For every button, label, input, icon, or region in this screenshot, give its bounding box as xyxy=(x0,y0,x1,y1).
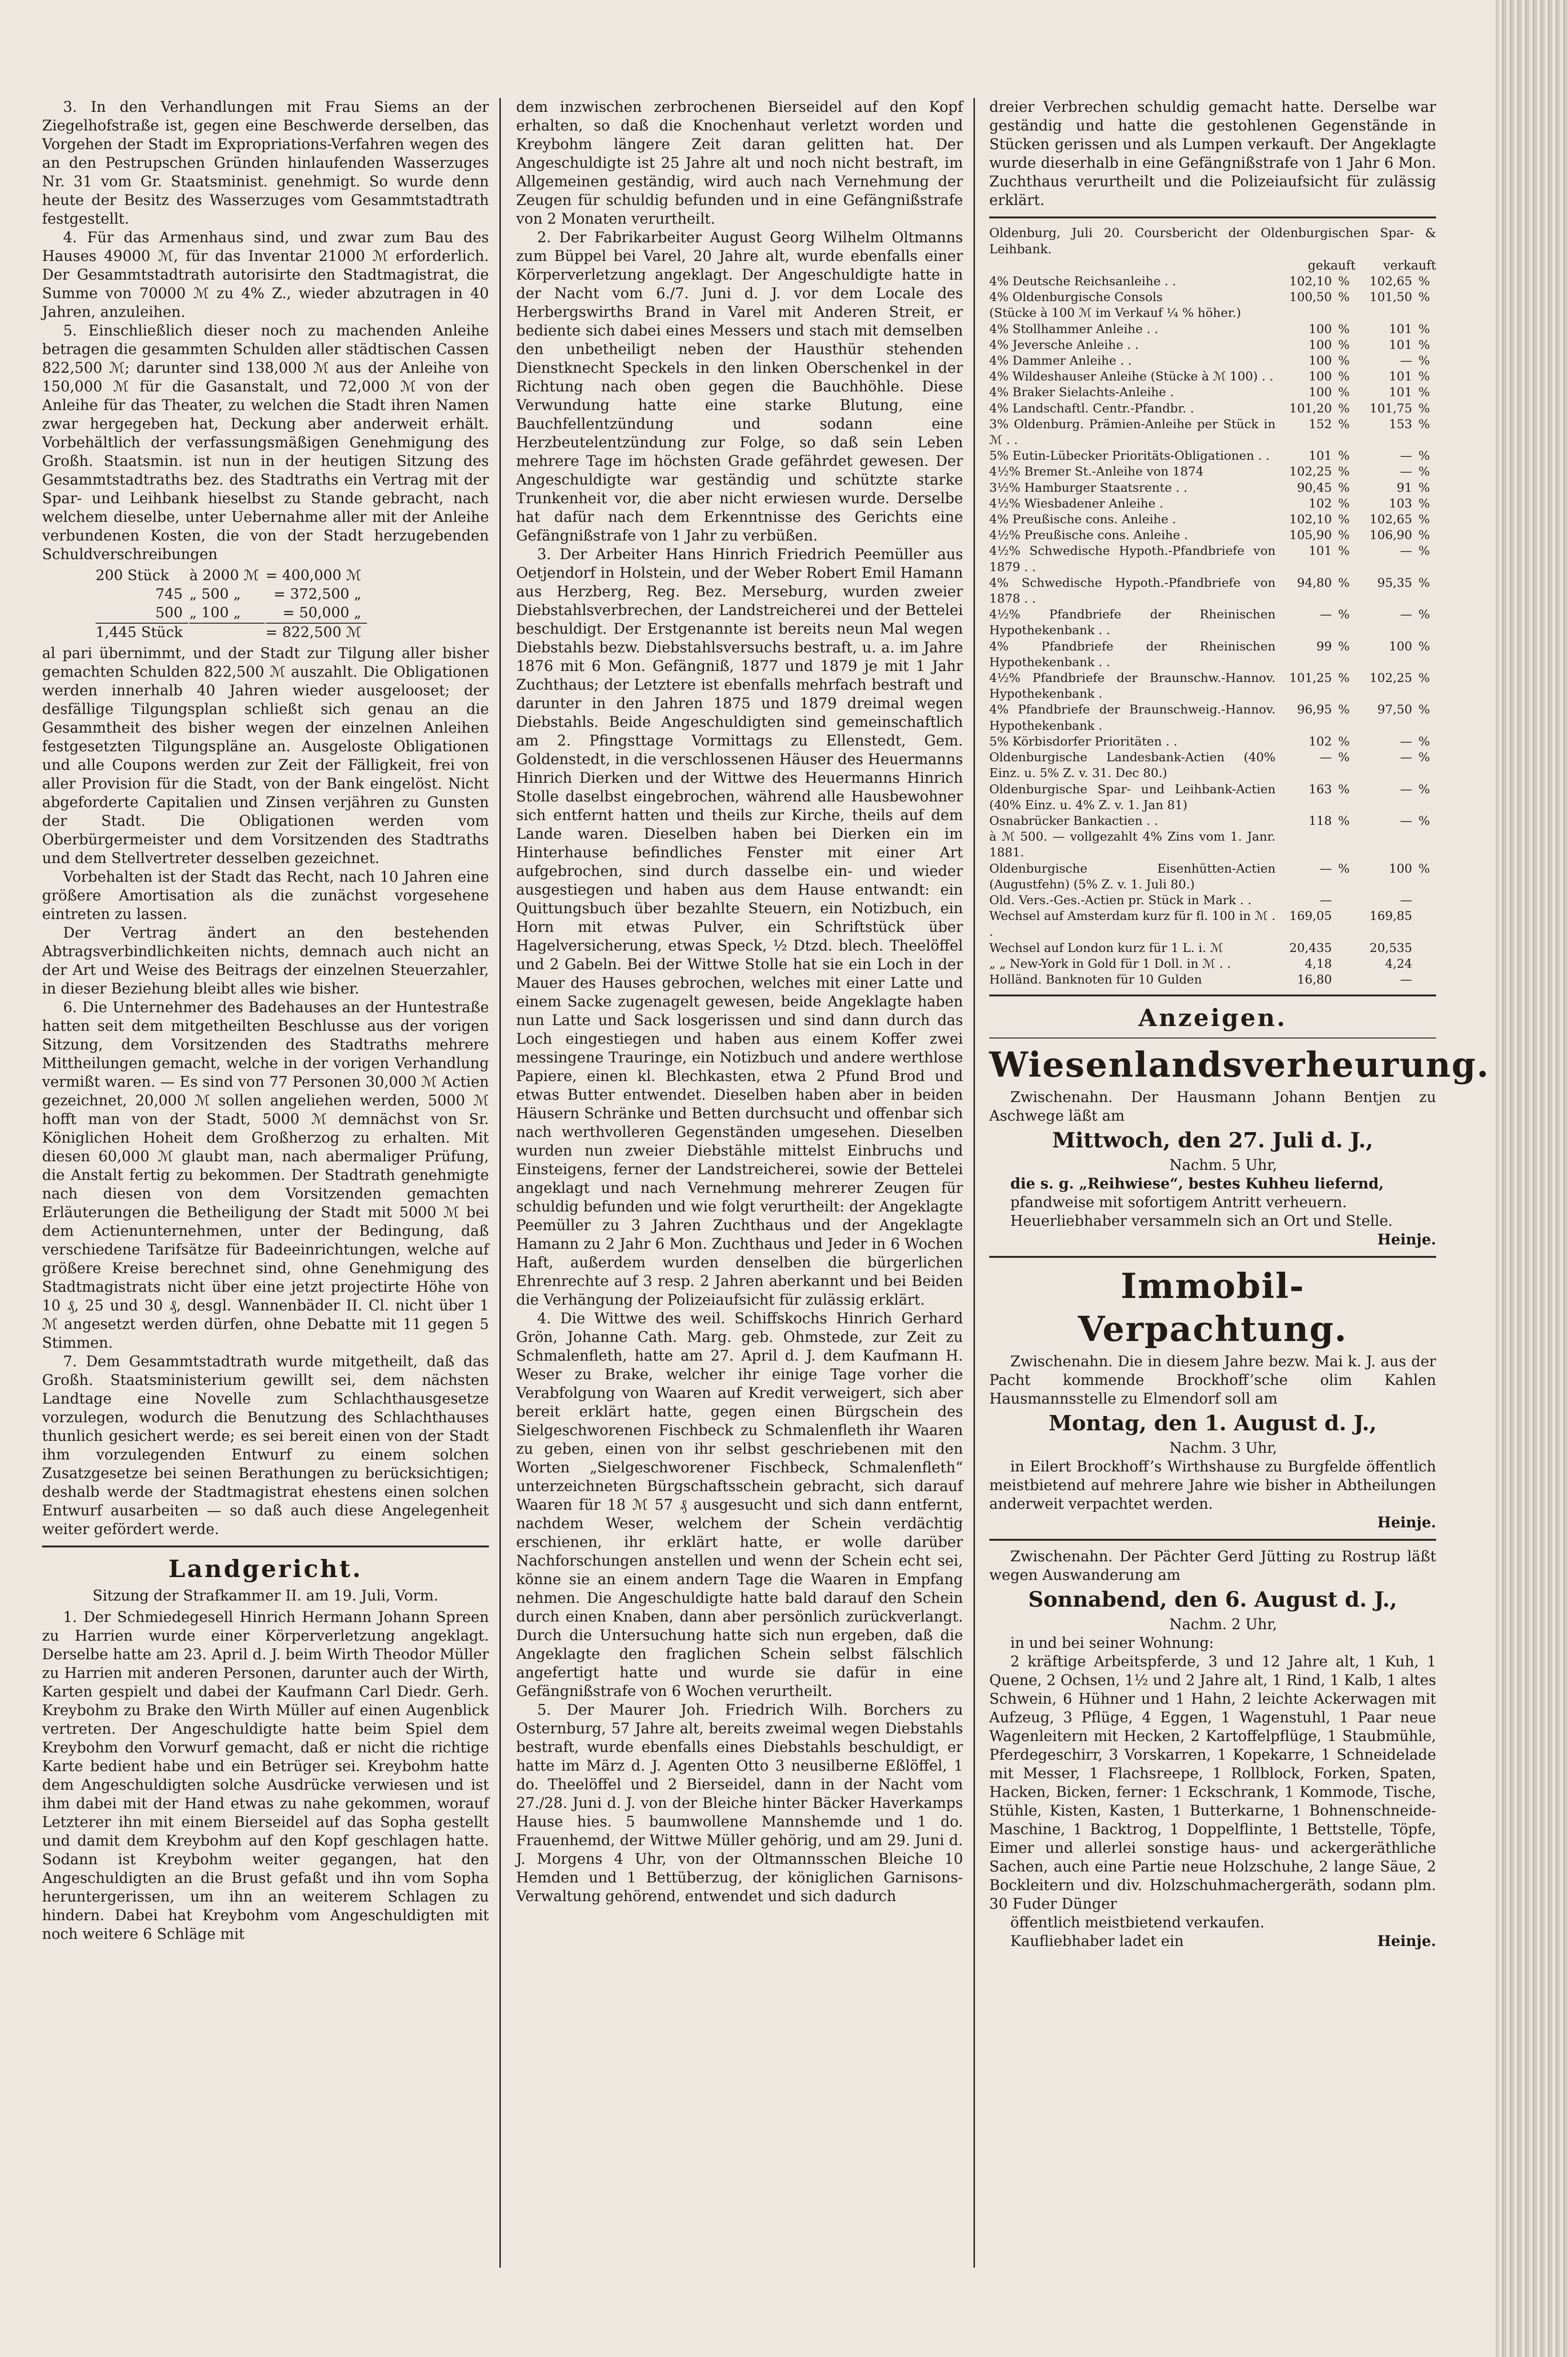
buy-price: 20,435 xyxy=(1289,941,1332,955)
buy-price: 163 xyxy=(1308,782,1332,797)
sell-unit: % xyxy=(1418,274,1430,289)
exchange-rate-row xyxy=(989,734,1436,750)
security-name: à ℳ 500. — vollgezahlt 4% Zins vom 1. Janr. 1881. xyxy=(989,830,1276,860)
paragraph: 3. Der Arbeiter Hans Hinrich Friedrich Peemüller aus Oetjendorf in Holstein, und der Weber Robert Emil Hamann aus Herzberg, Reg. Bez. Merseburg, wurden zweier Diebstahlsverbrechen, der Landstreicherei und der Bettelei beschuldigt. Der Erstgenannte ist bereits neun Mal wegen Diebstahls bezw. Diebstahlsversuchs bestraft, u. a. im Jahre 1876 mit 6 Mon. Gefängniß, 1877 und 1879 je mit 1 Jahr Zuchthaus; der Letztere ist ebenfalls mehrfach bestraft und darunter in den Jahren 1875 und 1879 dreimal wegen Diebstahls. Beide Angeschuldigten sind gemeinschaftlich am 2. Pfingsttage Vormittags zu Ellenstedt, Gem. Goldenstedt, in die verschlossenen Häuser des Heuermanns Hinrich Dierken und der Wittwe des Heuermanns Hinrich Stolle daselbst eingebrochen, während alle Hausbewohner sich entfernt hatten und theils zur Kirche, theils auf dem Lande waren. Dieselben haben bei Dierken ein im Hinterhause befindliches Fenster mit einer Art aufgebrochen, sind durch dasselbe ein- und wieder ausgestiegen und haben aus dem Hause entwandt: ein Quittungsbuch über bezahlte Steuern, ein Notizbuch, ein Horn mit etwas Pulver, ein Schriftstück über Hagelversicherung, etwas Speck, ½ Dtzd. blech. Theelöffel und 2 Gabeln. Bei der Wittwe Stolle hat sie ein Loch in der Mauer des Hauses gebrochen, welches mit einer Latte und einem Sacke zugenagelt gewesen, beide Angeklagte haben nun Latte und Sack losgerissen und sind dann durch das Loch eingestiegen und haben aus einem Koffer zwei messingene Trauringe, ein Notizbuch und andere werthlose Papiere, einen kl. Blechkasten, etwa 2 Pfund Brod und etwas Butter entwendet. Dieselben haben aber in beiden Häusern Schränke und Betten durchsucht und offenbar sich nach werthvolleren Gegenständen umgesehen. Dieselben wurden nun zweier Diebstähle mittelst Einbruchs und Einsteigens, ferner der Landstreicherei, sowie der Bettelei angeklagt und nach Vernehmung mehrerer Zeugen für schuldig befunden und wie folgt verurtheilt: der Angeklagte Peemüller zu 3 Jahren Zuchthaus und der Angeklagte Hamann zu 2 Jahr 6 Mon. Zuchthaus und Jeder in 6 Wochen Haft, außerdem wurden denselben die bürgerlichen Ehrenrechte auf 3 resp. 2 Jahren aberkannt und bei Beiden die Verhängung der Polizeiaufsicht für zulässig erklärt. xyxy=(516,546,963,1308)
security-name: Oldenburgische Landesbank-Actien (40% Einz. u. 5% Z. v. 31. Dec 80.) xyxy=(989,750,1276,781)
sell-price: — xyxy=(1400,782,1412,797)
exchange-rate-row xyxy=(989,607,1436,638)
buy-unit: % xyxy=(1338,496,1350,511)
exchange-rate-row xyxy=(989,639,1436,670)
bond-row xyxy=(96,604,367,622)
sell-price: 102,65 xyxy=(1369,274,1412,289)
sell-price: — xyxy=(1400,354,1412,368)
exchange-rate-row xyxy=(989,575,1436,607)
ad-time: Nachm. 2 Uhr, xyxy=(1169,1616,1277,1633)
paragraph: 5. Einschließlich dieser noch zu machenden Anleihe betragen die gesammten Schulden aller städtischen Cassen 822,500 ℳ; darunter sind 138,000 ℳ aus der Anleihe von 150,000 ℳ für die Gasanstalt, und 72,000 ℳ von der Anleihe für das Theater, zu welchen die Stadt ihren Namen zwar hergegeben hat, Deckung aber anderweit erhält. Vorbehältlich der verfassungsmäßigen Genehmigung des Großh. Staatsmin. ist nun in der heutigen Sitzung des Gesammtstadtraths bez. des Stadtraths ein Vertrag mit der Spar- und Leihbank hieselbst zu Stande gebracht, nach welchem dieselbe, unter Uebernahme aller mit der Anleihe verbundenen Kosten, die von der Stadt herzugebenden Schuldverschreibungen xyxy=(42,323,489,563)
ad-time: Nachm. 5 Uhr, xyxy=(1169,1157,1277,1174)
buy-price: 101,25 xyxy=(1289,671,1332,686)
buy-price: 101,20 xyxy=(1289,401,1332,416)
section-divider xyxy=(989,216,1436,218)
exchange-rate-row xyxy=(989,448,1436,464)
exchange-rate-row xyxy=(989,782,1436,813)
ad-item-list: 2 kräftige Arbeitspferde, 3 und 12 Jahre alt, 1 Kuh, 1 Quene, 2 Ochsen, 1½ und 2 Jahre alt, 1 Rind, 1 Kalb, 1 altes Schwein, 6 Hühner und 1 Hahn, 2 leichte Ackerwagen mit Aufzeug, 3 Pflüge, 4 Eggen, 1 Wagenstuhl, 1 Paar neue Wagenleitern mit Hecken, 2 Kartoffelpflüge, 1 Staubmühle, Pferdegeschirr, 3 Vorskarren, 1 Kopekarre, 1 Schneidelade mit Messer, 1 Flachsreepe, 1 Rollblock, Forken, Spaten, Hacken, Bicken, ferner: 1 Eckschrank, 1 Kommode, Tische, Stühle, Kisten, Kasten, 1 Butterkarne, 1 Bohnenschneide-Maschine, 1 Backtrog, 1 Doppelflinte, 1 Bettstelle, Töpfe, Eimer und allerlei sonstige haus- und ackergeräthliche Sachen, auch eine Partie neue Holzschuhe, 2 lange Säue, 2 Bockleitern und div. Holzschuhmachergeräth, sodann plm. 30 Fuder Dünger xyxy=(989,1654,1436,1913)
buy-unit: % xyxy=(1338,528,1350,543)
bond-denomination: „ 100 „ xyxy=(189,605,241,621)
exchange-rate-row xyxy=(989,813,1436,829)
buy-price: 101 xyxy=(1308,449,1332,464)
ad-text xyxy=(989,1932,1436,1951)
court-section-title: Landgericht. xyxy=(168,1555,363,1583)
exchange-rate-row xyxy=(989,750,1436,781)
buy-price: 94,80 xyxy=(1297,575,1332,590)
exchange-rate-row xyxy=(989,385,1436,400)
sell-price: — xyxy=(1400,607,1412,622)
buy-unit: % xyxy=(1338,813,1350,828)
security-name: Wechsel auf London kurz für 1 L. i. ℳ xyxy=(989,941,1223,955)
bond-denomination: „ 500 „ xyxy=(189,586,241,603)
sell-price: — xyxy=(1400,734,1412,749)
paragraph: 5. Der Maurer Joh. Friedrich Wilh. Borchers zu Osternburg, 57 Jahre alt, bereits zweimal wegen Diebstahls bestraft, wurde ebenfalls eines Diebstahls beschuldigt, er hatte im März d. J. Agenten Otto 3 neusilberne Eßlöffel, 1 do. Theelöffel und 2 Bierseidel, dann in der Nacht vom 27./28. Juni d. J. von der Bleiche hinter Bäcker Haverkamps Hause hies. 5 baumwollene Mannshemde und 1 do. Frauenhemd, der Wittwe Müller gehörig, und am 29. Juni d. J. Morgens 4 Uhr, von der Oltmannsschen Bleiche 10 Hemden und 1 Bettüberzug, der königlichen Garnisons-Verwaltung gehörend, entwendet und sich dadurch xyxy=(516,1702,963,1905)
sell-unit: % xyxy=(1418,354,1430,368)
buy-price: 100 xyxy=(1308,354,1332,368)
security-name: Old. Vers.-Ges.-Actien pr. Stück in Mark . . xyxy=(989,893,1252,908)
buy-price: 102 xyxy=(1308,496,1332,511)
ads-title: Anzeigen. xyxy=(1138,1004,1287,1032)
security-name: 4½% Bremer St.-Anleihe von 1874 xyxy=(989,465,1204,479)
sell-unit xyxy=(1412,941,1436,956)
bond-denomination: à 2000 ℳ xyxy=(189,567,259,584)
sell-price: 97,50 xyxy=(1377,703,1412,717)
bond-count: 745 xyxy=(155,586,183,603)
column-buy-label: gekauft xyxy=(1308,259,1356,273)
security-name: 3% Oldenburg. Prämien-Anleihe per Stück in ℳ . . xyxy=(989,417,1276,448)
sell-price: 101,50 xyxy=(1369,290,1412,305)
sell-unit: % xyxy=(1418,528,1430,543)
security-name: 4% Dammer Anleihe . . xyxy=(989,354,1132,368)
sell-price: 100 xyxy=(1389,861,1412,876)
ad-text: Zwischenahn. Der Pächter Gerd Jütting zu Rostrup läßt wegen Auswanderung am xyxy=(989,1548,1436,1584)
buy-price: 100,50 xyxy=(1289,290,1332,305)
ad-date: Sonnabend, den 6. August d. J., xyxy=(1028,1588,1397,1612)
sell-unit xyxy=(1412,305,1436,321)
paragraph: al pari übernimmt, und der Stadt zur Tilgung aller bisher gemachten Schulden 822,500 ℳ auszahlt. Die Obligationen werden innerhalb 40 Jahren wieder ausgelooset; der desfällige Tilgungsplan schließt sich genau an die Gesammtheit des bisher wegen der einzelnen Anleihen festgesetzten Tilgungspläne an. Ausgeloste Obligationen und alle Coupons werden zur Zeit der Fälligkeit, frei von aller Provision für die Stadt, von der Bank eingelöst. Nicht abgeforderte Capitalien und Zinsen verjähren zu Gunsten der Stadt. Die Obligationen werden vom Oberbürgermeister und dem Vorsitzenden des Stadtraths und dem Stellvertreter desselben gezeichnet. xyxy=(42,645,489,867)
paragraph: dreier Verbrechen schuldig gemacht hatte. Derselbe war geständig und hatte die gestohlenen Gegenstände in Stücken gerissen und als Lumpen verkauft. Der Angeklagte wurde dieserhalb in eine Gefängnißstrafe von 1 Jahr 6 Mon. Zuchthaus verurtheilt und die Polizeiaufsicht für zulässig erklärt. xyxy=(989,99,1436,209)
exchange-rate-row xyxy=(989,528,1436,543)
buy-unit: % xyxy=(1338,607,1350,622)
ad-text: in und bei seiner Wohnung: xyxy=(1010,1635,1214,1652)
security-name: 4% Pfandbriefe der Braunschweig.-Hannov. Hypothekenbank . xyxy=(989,703,1276,733)
sell-price: 100 xyxy=(1389,639,1412,654)
exchange-report-title: Oldenburg, Juli 20. Coursbericht der Oldenburgischen Spar- & Leihbank. xyxy=(989,226,1436,257)
sell-price: 95,35 xyxy=(1377,575,1412,590)
buy-price: 100 xyxy=(1308,337,1332,352)
buy-unit: % xyxy=(1338,512,1350,527)
security-name: 4% Braker Sielachts-Anleihe . xyxy=(989,385,1174,400)
buy-price: 102,25 xyxy=(1289,465,1332,479)
exchange-rate-row xyxy=(989,861,1436,893)
paragraph: Vorbehalten ist der Stadt das Recht, nach 10 Jahren eine größere Amortisation als die zunächst vorgesehene eintreten zu lassen. xyxy=(42,869,489,923)
sell-unit: % xyxy=(1418,337,1430,352)
buy-unit: % xyxy=(1338,449,1350,464)
sell-price: — xyxy=(1400,449,1412,464)
security-name: 4½% Pfandbriefe der Rheinischen Hypothekenbank . . xyxy=(989,607,1276,638)
sell-price: — xyxy=(1400,893,1412,908)
exchange-rate-row xyxy=(989,480,1436,496)
sell-price: 103 xyxy=(1389,496,1412,511)
sell-unit: % xyxy=(1418,782,1430,797)
page-edge xyxy=(1496,0,1568,2357)
section-divider xyxy=(989,995,1436,996)
exchange-rate-row xyxy=(989,702,1436,734)
ad-divider xyxy=(989,1539,1436,1541)
paragraph: 6. Die Unternehmer des Badehauses an der Huntestraße hatten seit dem mitgetheilten Beschlusse aus der vorigen Sitzung, dem Vorsitzenden des Stadtraths mehrere Mittheilungen gemacht, welche in der vorigen Verhandlung vermißt waren. — Es sind von 77 Personen 30,000 ℳ Actien gezeichnet, 20,000 ℳ sollen angeliehen werden, 5000 ℳ hofft man von der Stadt, 5000 ℳ demnächst von Sr. Königlichen Hoheit dem Großherzog zu erhalten. Mit diesen 60,000 ℳ glaubt man, nach abermaliger Prüfung, die Anstalt fertig zu bekommen. Der Stadtrath genehmigte nach diesen von dem Vorsitzenden gemachten Erläuterungen die Betheiligung der Stadt mit 5000 ℳ bei dem Actienunternehmen, unter der Bedingung, daß verschiedene Tarifsätze für Badeeinrichtungen, welche auf größere Kreise berechnet sind, ohne Genehmigung des Stadtmagistrats nicht über eine jetzt projectirte Höhe von 10 ₰, 25 und 30 ₰, desgl. Wannenbäder II. Cl. nicht über 1 ℳ angesetzt werden dürfen, ohne Debatte mit 11 gegen 5 Stimmen. xyxy=(42,999,489,1351)
bond-total: = 372,500 „ xyxy=(273,586,362,603)
sell-unit: % xyxy=(1418,449,1430,464)
sell-price: — xyxy=(1400,750,1412,765)
buy-unit: % xyxy=(1338,274,1350,289)
buy-unit: % xyxy=(1338,417,1350,432)
buy-price: 152 xyxy=(1308,417,1332,432)
exchange-rate-row xyxy=(989,941,1436,956)
paragraph: 3. In den Verhandlungen mit Frau Siems an der Ziegelhofstraße ist, gegen eine Beschwerde derselben, das Vorgehen der Stadt im Expropriations-Verfahren wegen des an den Pestrupschen Gründen hinlaufenden Wasserzuges Nr. 31 vom Gr. Staatsminist. genehmigt. So wurde denn heute der Besitz des Wasserzuges vom Gesammtstadtrath festgestellt. xyxy=(42,99,489,227)
column-rule-1 xyxy=(499,98,501,2268)
buy-unit: % xyxy=(1338,703,1350,717)
ad-text: öffentlich meistbietend verkaufen. xyxy=(1010,1914,1265,1932)
sell-unit xyxy=(1412,972,1436,988)
column-1 xyxy=(42,98,489,2268)
ad-title: Immobil-Verpachtung. xyxy=(1078,1265,1348,1350)
security-name: 3½% Hamburger Staatsrente . . xyxy=(989,480,1188,495)
security-name: 4½% Pfandbriefe der Braunschw.-Hannov. Hypothekenbank . xyxy=(989,671,1276,702)
buy-unit: % xyxy=(1338,671,1350,686)
ad-text: Zwischenahn. Die in diesem Jahre bezw. Mai k. J. aus der Pacht kommende Brockhoff’sche olim Kahlen Hausmannsstelle zu Elmendorf soll am xyxy=(989,1353,1436,1408)
sell-unit xyxy=(1412,956,1436,972)
paragraph: 4. Die Wittwe des weil. Schiffskochs Hinrich Gerhard Grön, Johanne Cath. Marg. geb. Ohmstede, zur Zeit zu Schmalenfleth, hatte am 27. April d. J. dem Kaufmann H. Weser zu Brake, welcher ihr einige Tage vorher die Verabfolgung von Waaren auf Kredit verweigert, sich aber bereit erklärt hatte, gegen einen Bürgschein des Sielgeschworenen Fischbeck zu Schmalenfleth ihr Waaren zu geben, einen von ihr selbst geschriebenen mit den Worten „Sielgeschworener Fischbeck, Schmalenfleth“ unterzeichneten Bürgschaftsschein gebracht, sich darauf Waaren für 18 ℳ 57 ₰ ausgesucht und sich dann entfernt, nachdem Weser, welchem der Schein verdächtig erschienen, ihr erklärt hatte, er wolle darüber Nachforschungen anstellen und wenn der Schein echt sei, könne sie an einem andern Tage die Waaren in Empfang nehmen. Die Angeschuldigte hatte bald darauf den Schein durch einen Knaben, dann aber persönlich zurückverlangt. Durch die Untersuchung hatte sich nun ergeben, daß die Angeklagte den fraglichen Schein selbst fälschlich angefertigt hatte und wurde sie dafür in eine Gefängnißstrafe von 6 Wochen verurtheilt. xyxy=(516,1310,963,1700)
buy-unit: % xyxy=(1338,544,1350,559)
exchange-rate-row xyxy=(989,670,1436,702)
security-name: 4½% Schwedische Hypoth.-Pfandbriefe von 1879 . . xyxy=(989,544,1276,574)
exchange-rate-row xyxy=(989,369,1436,385)
sell-unit: % xyxy=(1418,813,1430,828)
buy-price: — xyxy=(1319,607,1332,622)
exchange-rate-row xyxy=(989,274,1436,290)
ad-signature: Heinje. xyxy=(1377,1514,1436,1532)
exchange-rate-row xyxy=(989,464,1436,480)
exchange-rate-table xyxy=(989,274,1436,988)
paragraph: dem inzwischen zerbrochenen Bierseidel auf den Kopf erhalten, so daß die Knochenhaut verletzt worden und Kreybohm längere Zeit daran gelitten hat. Der Angeschuldigte ist 25 Jahre alt und noch nicht bestraft, im Allgemeinen geständig, wird auch nach Vernehmung der Zeugen für schuldig befunden und in eine Gefängnißstrafe von 2 Monaten verurtheilt. xyxy=(516,99,963,227)
bond-row xyxy=(96,567,367,584)
security-name: 4% Preußische cons. Anleihe . xyxy=(989,512,1176,527)
bond-count: 200 Stück xyxy=(96,567,169,584)
security-name: Holländ. Banknoten für 10 Gulden xyxy=(989,972,1202,987)
bond-total: = 822,500 ℳ xyxy=(266,623,367,641)
sell-price xyxy=(1356,305,1412,321)
buy-price: — xyxy=(1319,893,1332,908)
security-name: 4½% Wiesbadener Anleihe . xyxy=(989,496,1164,511)
ad-text: pfandweise mit sofortigem Antritt verheuern. xyxy=(1010,1194,1347,1211)
column-rule-2 xyxy=(973,98,975,2268)
buy-unit xyxy=(1332,305,1356,321)
buy-unit: % xyxy=(1338,575,1350,590)
security-name: Osnabrücker Bankactien . . xyxy=(989,813,1158,828)
exchange-rate-row xyxy=(989,512,1436,528)
security-name: (Stücke à 100 ℳ im Verkauf ¼ % höher.) xyxy=(989,306,1241,321)
buy-unit: % xyxy=(1338,734,1350,749)
sell-unit: % xyxy=(1418,290,1430,305)
sell-unit: % xyxy=(1418,703,1430,717)
buy-unit: % xyxy=(1338,354,1350,368)
exchange-report-columns xyxy=(989,258,1436,274)
sell-unit: % xyxy=(1418,480,1430,495)
buy-price xyxy=(1276,305,1332,321)
exchange-rate-row xyxy=(989,972,1436,988)
sell-price: 101 xyxy=(1389,337,1412,352)
security-name: 5% Körbisdorfer Prioritäten . . xyxy=(989,734,1178,749)
sell-price: 101 xyxy=(1389,385,1412,400)
sell-unit: % xyxy=(1418,385,1430,400)
exchange-rate-row xyxy=(989,290,1436,305)
buy-price: 102 xyxy=(1308,734,1332,749)
buy-price: — xyxy=(1319,750,1332,765)
buy-unit xyxy=(1332,908,1356,940)
sell-unit: % xyxy=(1418,401,1430,416)
buy-unit: % xyxy=(1338,290,1350,305)
bond-row xyxy=(96,585,367,603)
sell-price: 101,75 xyxy=(1369,401,1412,416)
buy-unit: % xyxy=(1338,322,1350,336)
ad-text: in Eilert Brockhoff’s Wirthshause zu Burgfelde öffentlich meistbietend auf mehrere Jahre wie bisher in Abtheilungen anderweit verpachtet werden. xyxy=(989,1459,1436,1513)
buy-price: 102,10 xyxy=(1289,274,1332,289)
buy-unit: % xyxy=(1338,639,1350,654)
security-name: 4½% Preußische cons. Anleihe . xyxy=(989,528,1188,543)
ad-text: die s. g. „Reihwiese“, bestes Kuhheu liefernd, xyxy=(1010,1175,1384,1193)
court-session-intro: Sitzung der Strafkammer II. am 19. Juli, Vorm. xyxy=(92,1588,439,1604)
sell-unit xyxy=(1412,893,1436,908)
sell-price: 106,90 xyxy=(1369,528,1412,543)
ad-signature: Heinje. xyxy=(1377,1933,1436,1950)
column-sell-label: verkauft xyxy=(1383,259,1436,273)
exchange-rate-row xyxy=(989,322,1436,337)
sell-price: 102,65 xyxy=(1369,512,1412,527)
security-name: 4% Stollhammer Anleihe . . xyxy=(989,322,1158,336)
buy-price: 96,95 xyxy=(1297,703,1332,717)
buy-unit: % xyxy=(1338,369,1350,384)
buy-price: 99 xyxy=(1316,639,1332,654)
sell-unit: % xyxy=(1418,369,1430,384)
sell-price: 91 xyxy=(1396,480,1412,495)
buy-unit xyxy=(1332,829,1356,861)
exchange-report-header xyxy=(989,225,1436,274)
exchange-rate-row xyxy=(989,401,1436,417)
exchange-rate-row xyxy=(989,543,1436,575)
exchange-rate-row xyxy=(989,908,1436,940)
exchange-rate-row xyxy=(989,829,1436,861)
sell-price: 101 xyxy=(1389,369,1412,384)
buy-unit: % xyxy=(1338,465,1350,479)
exchange-rate-row xyxy=(989,417,1436,448)
ad-signature: Heinje. xyxy=(1377,1231,1436,1249)
sell-price: — xyxy=(1400,972,1412,987)
buy-unit xyxy=(1332,941,1356,956)
buy-unit: % xyxy=(1338,401,1350,416)
buy-price: 100 xyxy=(1308,322,1332,336)
buy-price xyxy=(1276,829,1332,861)
buy-price: — xyxy=(1319,861,1332,876)
sell-unit: % xyxy=(1418,607,1430,622)
sell-price: 102,25 xyxy=(1369,671,1412,686)
buy-unit: % xyxy=(1338,480,1350,495)
security-name: 4% Wildeshauser Anleihe (Stücke à ℳ 100) . . xyxy=(989,369,1274,384)
buy-price: 4,18 xyxy=(1305,956,1332,971)
buy-price: 118 xyxy=(1308,813,1332,828)
sell-price: 4,24 xyxy=(1385,956,1412,971)
buy-unit: % xyxy=(1338,385,1350,400)
bond-count: 1,445 Stück xyxy=(96,623,188,641)
sell-unit xyxy=(1412,829,1436,861)
buy-price: 169,05 xyxy=(1289,909,1332,924)
sell-price: 20,535 xyxy=(1369,941,1412,955)
exchange-rate-row xyxy=(989,337,1436,353)
sell-price: 101 xyxy=(1389,322,1412,336)
ad-meadow-lease xyxy=(989,1043,1490,1249)
buy-price: 100 xyxy=(1308,385,1332,400)
sell-unit: % xyxy=(1418,639,1430,654)
column-2 xyxy=(516,98,963,2268)
paragraph: 2. Der Fabrikarbeiter August Georg Wilhelm Oltmanns zum Büppel bei Varel, 20 Jahre alt, wurde ebenfalls einer Körperverletzung angeklagt. Der Angeschuldigte hatte in der Nacht vom 6./7. Juni d. J. vor dem Locale des Herbergswirths Brand in Varel mit Anderen Streit, er bediente sich dabei eines Messers und stach mit demselben den unbetheiligt neben der Hausthür stehenden Dienstknecht Speckels in den linken Oberschenkel in der Richtung nach oben gegen die Bauchhöhle. Diese Verwundung hatte eine starke Blutung, eine Bauchfellentzündung und sodann eine Herzbeutelentzündung zur Folge, so daß sein Leben mehrere Tage im höchsten Grade gefährdet gewesen. Der Angeschuldigte war geständig und schützte starke Trunkenheit vor, die aber nicht erwiesen wurde. Derselbe hat dafür nach dem Erkenntnisse des Gerichts eine Gefängnißstrafe von 1 Jahr zu verbüßen. xyxy=(516,229,963,544)
buy-unit: % xyxy=(1338,337,1350,352)
ad-date: Mittwoch, den 27. Juli d. J., xyxy=(1052,1128,1373,1153)
security-name: Oldenburgische Spar- und Leihbank-Actien (40% Einz. u. 4% Z. v. 1. Jan 81) xyxy=(989,782,1276,812)
buy-unit: % xyxy=(1338,750,1350,765)
bond-denomination xyxy=(189,623,264,641)
paragraph: 1. Der Schmiedegesell Hinrich Hermann Johann Spreen zu Harrien wurde einer Körperverletzung angeklagt. Derselbe hatte am 23. April d. J. beim Wirth Theodor Müller zu Harrien mit anderen Personen, darunter auch der Wirth, Karten gespielt und dabei der Kaufmann Carl Diedr. Gerh. Kreybohm zu Brake den Wirth Müller auf einen Augenblick vertreten. Der Angeschuldigte hatte beim Spiel dem Kreybohm den Vorwurf gemacht, daß er nicht die richtige Karte bedient habe und ein Betrüger sei. Kreybohm hatte dem Angeschuldigten solche Ausdrücke verwiesen und ist ihm dabei mit der Hand etwas zu nahe gekommen, worauf Letzterer ihn mit einem Bierseidel auf das Sopha gestellt und damit dem Kreybohm auf den Kopf geschlagen hatte. Sodann ist Kreybohm weiter gegangen, hat den Angeschuldigten an die Brust gefaßt und ihn vom Sopha heruntergerissen, um ihn an weiterem Schlagen zu hindern. Dabei hat Kreybohm vom Angeschuldigten mit noch weitere 6 Schläge mit xyxy=(42,1609,489,1943)
security-name: 4% Jeversche Anleihe . . xyxy=(989,337,1139,352)
security-name: 4% Landschaftl. Centr.-Pfandbr. . xyxy=(989,401,1194,416)
exchange-rate-row xyxy=(989,353,1436,369)
security-name: 4% Oldenburgische Consols xyxy=(989,290,1163,305)
security-name: 4% Pfandbriefe der Rheinischen Hypothekenbank . . xyxy=(989,639,1276,670)
buy-price: 100 xyxy=(1308,369,1332,384)
bond-table xyxy=(95,566,368,642)
sell-price: — xyxy=(1400,465,1412,479)
column-3 xyxy=(989,98,1490,2268)
sell-unit: % xyxy=(1418,544,1430,559)
ad-text: Zwischenahn. Der Hausmann Johann Bentjen zu Aschwege läßt am xyxy=(989,1089,1436,1125)
buy-unit xyxy=(1332,956,1356,972)
sell-unit: % xyxy=(1418,465,1430,479)
buy-unit xyxy=(1332,893,1356,908)
ad-property-lease xyxy=(989,1265,1436,1532)
ad-title: Wiesenlandsverheurung. xyxy=(989,1044,1490,1085)
exchange-rate-row xyxy=(989,956,1436,972)
sell-unit: % xyxy=(1418,512,1430,527)
sell-price: 153 xyxy=(1389,417,1412,432)
sell-unit: % xyxy=(1418,496,1430,511)
sell-unit: % xyxy=(1418,417,1430,432)
sell-price: — xyxy=(1400,544,1412,559)
sell-unit: % xyxy=(1418,575,1430,590)
buy-price: 105,90 xyxy=(1289,528,1332,543)
buy-price: 90,45 xyxy=(1297,480,1332,495)
ad-time: Nachm. 3 Uhr, xyxy=(1169,1440,1277,1457)
ad-invitation: Kaufliebhaber ladet ein xyxy=(1010,1933,1184,1950)
buy-unit xyxy=(1332,972,1356,988)
paragraph: 4. Für das Armenhaus sind, und zwar zum Bau des Hauses 49000 ℳ, für das Inventar 21000 ℳ erforderlich. Der Gesammtstadtrath autorisirte den Stadtmagistrat, die Summe von 70000 ℳ zu 4% Z., wieder abzutragen in 40 Jahren, anzuleihen. xyxy=(42,229,489,321)
sell-unit: % xyxy=(1418,861,1430,876)
sell-unit: % xyxy=(1418,750,1430,765)
exchange-rate-row xyxy=(989,305,1436,321)
security-name: 5% Eutin-Lübecker Prioritäts-Obligationen . . xyxy=(989,449,1270,464)
security-name: „ „ New-York in Gold für 1 Doll. in ℳ . . xyxy=(989,956,1231,971)
ad-date: Montag, den 1. August d. J., xyxy=(1049,1411,1377,1436)
sell-unit: % xyxy=(1418,671,1430,686)
paragraph: Der Vertrag ändert an den bestehenden Abtragsverbindlichkeiten nichts, demnach auch nicht an der Art und Weise des Beitrags der einzelnen Steuerzahler, in dieser Beziehung bleibt alles wie bisher. xyxy=(42,925,489,997)
security-name: 4% Deutsche Reichsanleihe . . xyxy=(989,274,1176,289)
sell-price: 169,85 xyxy=(1369,909,1412,924)
buy-unit: % xyxy=(1338,861,1350,876)
ad-text: Heuerliebhaber versammeln sich an Ort und Stelle. xyxy=(1010,1213,1393,1230)
ad-auction xyxy=(989,1547,1436,1951)
sell-price: — xyxy=(1400,813,1412,828)
bond-count: 500 xyxy=(155,605,183,621)
buy-price: 16,80 xyxy=(1297,972,1332,987)
security-name: Oldenburgische Eisenhütten-Actien (Augustfehn) (5% Z. v. 1. Juli 80.) xyxy=(989,861,1276,892)
section-divider xyxy=(42,1546,489,1547)
buy-unit: % xyxy=(1338,782,1350,797)
paragraph: 7. Dem Gesammtstadtrath wurde mitgetheilt, daß das Großh. Staatsministerium gewillt sei, dem nächsten Landtage eine Novelle zum Schlachthausgesetze vorzulegen, wodurch die Benutzung des Schlachthauses thunlich gesichert werde; es sei bereit einen von der Stadt ihm vorzulegenden Entwurf zu einem solchen Zusatzgesetze bei seinen Berathungen zu berücksichtigen; deshalb werde der Stadtmagistrat ehestens einen solchen Entwurf ausarbeiten — so daß auch diese Angelegenheit weiter gefördert werde. xyxy=(42,1353,489,1538)
sell-unit xyxy=(1412,908,1436,940)
buy-price: 101 xyxy=(1308,544,1332,559)
bond-total: = 50,000 „ xyxy=(282,605,362,621)
sell-unit: % xyxy=(1418,734,1430,749)
exchange-rate-row xyxy=(989,496,1436,512)
bond-total: = 400,000 ℳ xyxy=(265,567,362,584)
bond-sum-row xyxy=(96,623,367,641)
security-name: Wechsel auf Amsterdam kurz für fl. 100 in ℳ . . xyxy=(989,909,1276,940)
exchange-rate-row xyxy=(989,893,1436,908)
sell-unit: % xyxy=(1418,322,1430,336)
ad-divider xyxy=(989,1256,1436,1258)
buy-price: 102,10 xyxy=(1289,512,1332,527)
sell-price xyxy=(1356,829,1412,861)
security-name: 4% Schwedische Hypoth.-Pfandbriefe von 1878 . . xyxy=(989,575,1276,606)
